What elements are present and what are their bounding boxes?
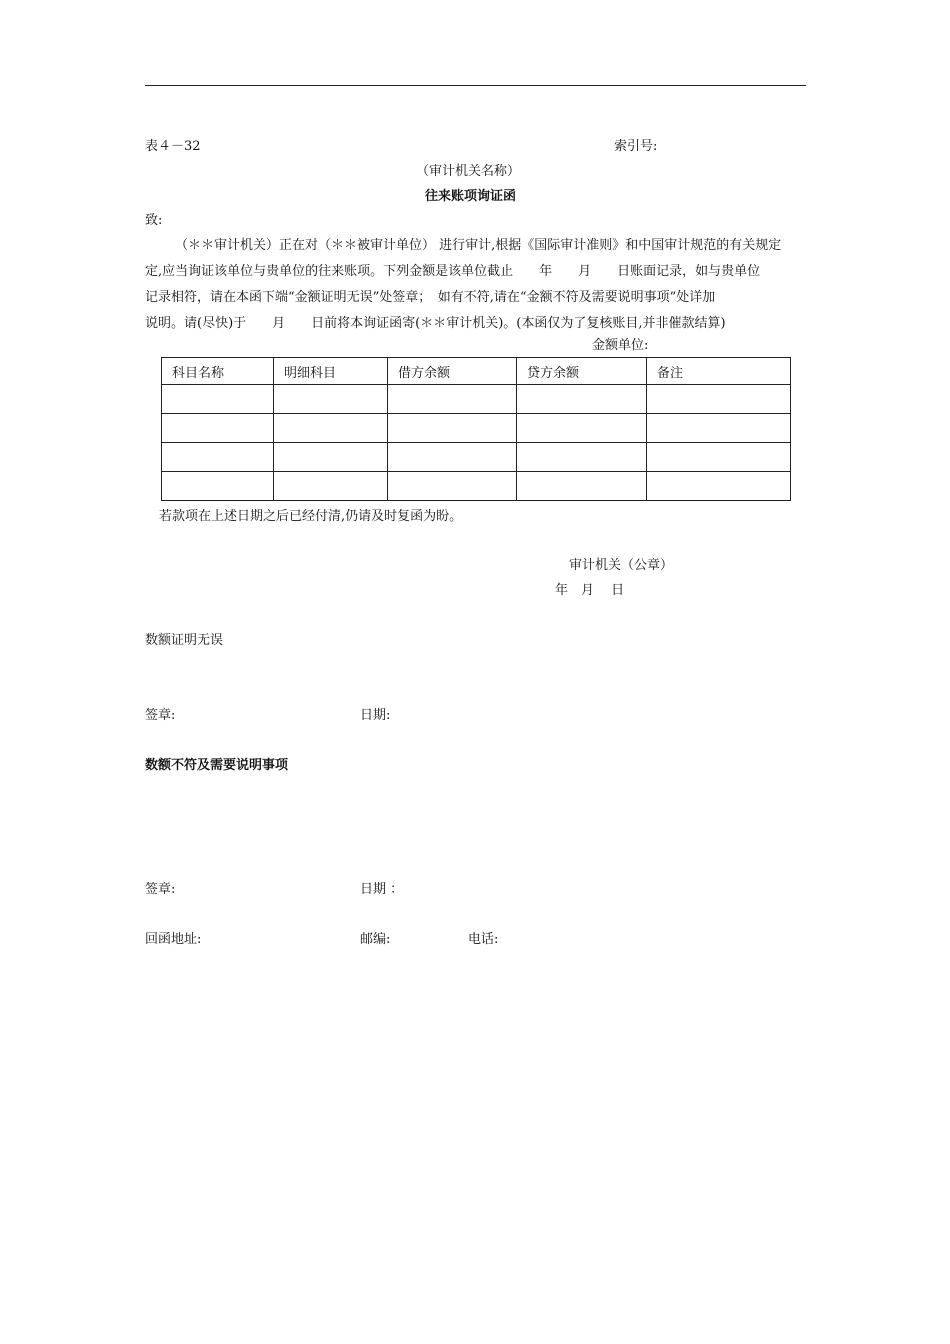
- reply-address-label: 回函地址:: [145, 932, 202, 947]
- table-cell: [388, 472, 517, 501]
- table-cell: [647, 472, 791, 501]
- table-cell: [388, 385, 517, 414]
- table-cell: [274, 414, 388, 443]
- table-cell: [162, 443, 274, 472]
- table-cell: [517, 385, 647, 414]
- body-line: （＊＊审计机关）正在对（＊＊被审计单位） 进行审计,根据《国际审计准则》和中国审计规范的有关规定: [175, 238, 782, 253]
- reply-postcode-label: 邮编:: [360, 932, 391, 947]
- table-cell: [274, 443, 388, 472]
- table-cell: [517, 472, 647, 501]
- table-row: [162, 472, 791, 501]
- index-number-label: 索引号:: [614, 139, 658, 154]
- amount-unit-label: 金额单位:: [592, 338, 649, 353]
- table-cell: [162, 385, 274, 414]
- body-line: 说明。请(尽快)于 月 日前将本询证函寄(＊＊审计机关)。(本函仅为了复核账目,并非催款结算): [145, 316, 726, 331]
- table-cell: [162, 472, 274, 501]
- header-rule: [145, 85, 806, 86]
- document-title: 往来账项询证函: [425, 189, 517, 204]
- table-cell: [517, 443, 647, 472]
- table-row: [162, 385, 791, 414]
- table-row: [162, 414, 791, 443]
- salutation: 致:: [145, 213, 163, 228]
- table-cell: [274, 472, 388, 501]
- table-cell: [647, 443, 791, 472]
- issuer-seal-label: 审计机关（公章）: [569, 558, 674, 573]
- table-cell: [274, 385, 388, 414]
- settlement-note: 若款项在上述日期之后已经付清,仍请及时复函为盼。: [159, 509, 463, 524]
- table-cell: [647, 414, 791, 443]
- table-row: [162, 443, 791, 472]
- column-header-account: 科目名称: [162, 358, 274, 385]
- table-cell: [162, 414, 274, 443]
- table-cell: [647, 385, 791, 414]
- table-cell: [388, 443, 517, 472]
- form-number: 表４－32: [145, 139, 201, 154]
- balance-table: [161, 357, 791, 501]
- table-header-row: [162, 358, 791, 385]
- table-cell: [517, 414, 647, 443]
- reply-phone-label: 电话:: [468, 932, 499, 947]
- body-line: 记录相符，请在本函下端“金额证明无误”处签章； 如有不符,请在“金额不符及需要说明事项”处详加: [145, 290, 716, 305]
- table-cell: [388, 414, 517, 443]
- confirm-date-label: 日期:: [360, 708, 391, 723]
- body-line: 定,应当询证该单位与贵单位的往来账项。下列金额是该单位截止 年 月 日账面记录，如与贵单位: [145, 264, 761, 279]
- issuer-date-label: 年 月 日: [555, 583, 625, 598]
- discrepancy-section-title: 数额不符及需要说明事项: [145, 758, 289, 773]
- confirm-section-title: 数额证明无误: [145, 633, 224, 648]
- column-header-debit-balance: 借方余额: [388, 358, 517, 385]
- auditor-name-placeholder: （审计机关名称）: [416, 164, 521, 179]
- body-paragraph: [145, 233, 807, 337]
- discrepancy-date-label: 日期 ：: [360, 882, 404, 897]
- discrepancy-sign-label: 签章:: [145, 882, 176, 897]
- column-header-credit-balance: 贷方余额: [517, 358, 647, 385]
- column-header-sub-account: 明细科目: [274, 358, 388, 385]
- confirm-sign-label: 签章:: [145, 708, 176, 723]
- column-header-remarks: 备注: [647, 358, 791, 385]
